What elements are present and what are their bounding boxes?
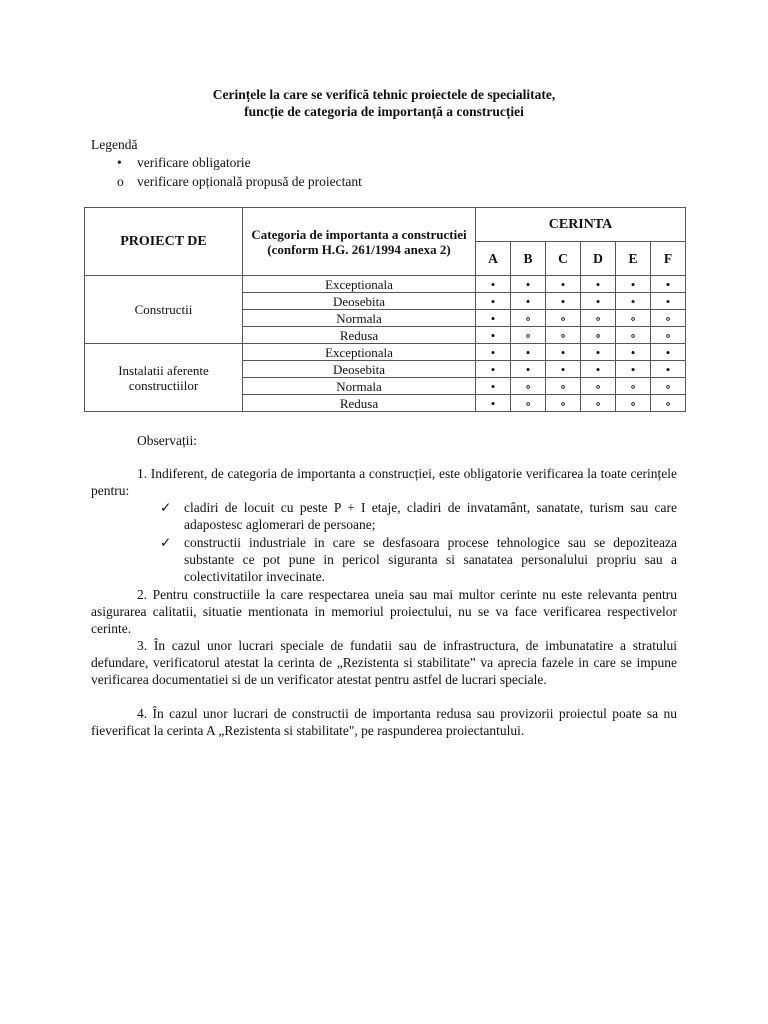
mark-cell: •: [581, 276, 616, 293]
mark-cell: ∘: [546, 378, 581, 395]
header-categoria: Categoria de importanta a constructiei (conform H.G. 261/1994 anexa 2): [243, 208, 476, 276]
mark-cell: •: [476, 344, 511, 361]
mark-cell: ∘: [616, 310, 651, 327]
mark-cell: •: [651, 361, 686, 378]
check-item: [160, 499, 677, 533]
title-line-2: funcție de categoria de importanță a construcției: [244, 104, 524, 119]
table-row: [85, 276, 686, 293]
mark-cell: •: [616, 276, 651, 293]
observation-paragraph-2: 2. Pentru constructiile la care respectarea uneia sau mai multor cerinte nu este relevanta pentru asigurarea calitatii, situatie mentionata in memoriul proiectului, nu se va face verificarea respectivelor cerinte.: [91, 587, 677, 637]
mark-cell: •: [476, 327, 511, 344]
observation-paragraph-4: 4. În cazul unor lucrari de constructii de importanta redusa sau provizorii proiectul poate sa nu fieverificat la cerinta A „Rezistenta si stabilitate", pe raspunderea proiectantului.: [91, 706, 677, 739]
mark-cell: ∘: [581, 310, 616, 327]
mark-cell: •: [616, 344, 651, 361]
header-proiect: PROIECT DE: [85, 208, 243, 276]
circle-bullet-icon: o: [117, 174, 124, 189]
observation-paragraph-3: 3. În cazul unor lucrari speciale de fundatii sau de infrastructura, de imbunatatire a stratului defundare, verificatorul atestat la cerinta de „Rezistenta si stabilitate” va aprecia fazele in care se impune verificarea documentatiei si de un verificator atestat pentru astfel de lucrari speciale.: [91, 638, 677, 688]
category-cell: Exceptionala: [243, 344, 476, 361]
table-row: [85, 344, 686, 361]
observatii-title: Observații:: [137, 433, 197, 448]
mark-cell: •: [511, 361, 546, 378]
group-constructii: Constructii: [85, 276, 243, 344]
mark-cell: •: [546, 361, 581, 378]
title-line-1: Cerințele la care se verifică tehnic proiectele de specialitate,: [212, 87, 556, 102]
mark-cell: ∘: [511, 395, 546, 412]
category-cell: Deosebita: [243, 293, 476, 310]
check-icon: ✓: [160, 535, 172, 550]
mark-cell: •: [581, 361, 616, 378]
category-cell: Exceptionala: [243, 276, 476, 293]
mark-cell: •: [511, 276, 546, 293]
letter-e: E: [616, 242, 651, 276]
mark-cell: •: [511, 293, 546, 310]
bullet-icon: •: [117, 155, 122, 170]
mark-cell: •: [546, 344, 581, 361]
mark-cell: •: [476, 395, 511, 412]
check-item-text: cladiri de locuit cu peste P + I etaje, cladiri de invatamânt, sanatate, turism sau care adapostesc aglomerari de persoane;: [184, 500, 677, 533]
legend-title: Legendă: [91, 137, 138, 152]
mark-cell: •: [651, 276, 686, 293]
letter-d: D: [581, 242, 616, 276]
mark-cell: •: [616, 361, 651, 378]
mark-cell: •: [581, 293, 616, 310]
mark-cell: ∘: [581, 395, 616, 412]
mark-cell: •: [546, 276, 581, 293]
mark-cell: ∘: [616, 395, 651, 412]
mark-cell: •: [616, 293, 651, 310]
mark-cell: •: [476, 276, 511, 293]
mark-cell: ∘: [651, 310, 686, 327]
mark-cell: ∘: [511, 378, 546, 395]
mark-cell: ∘: [511, 310, 546, 327]
mark-cell: •: [476, 361, 511, 378]
letter-b: B: [511, 242, 546, 276]
mark-cell: ∘: [511, 327, 546, 344]
mark-cell: •: [476, 293, 511, 310]
mark-cell: ∘: [651, 378, 686, 395]
check-icon: ✓: [160, 500, 172, 515]
check-item: [160, 534, 677, 586]
mark-cell: •: [546, 293, 581, 310]
mark-cell: •: [511, 344, 546, 361]
mark-cell: •: [581, 344, 616, 361]
category-cell: Deosebita: [243, 361, 476, 378]
mark-cell: ∘: [546, 327, 581, 344]
group-instalatii: Instalatii aferente constructiilor: [85, 344, 243, 412]
mark-cell: ∘: [651, 395, 686, 412]
legend-item-optional: [117, 174, 362, 190]
category-cell: Redusa: [243, 327, 476, 344]
header-cerinta: CERINTA: [476, 208, 686, 242]
mark-cell: ∘: [546, 395, 581, 412]
mark-cell: ∘: [616, 378, 651, 395]
mark-cell: ∘: [651, 327, 686, 344]
mark-cell: ∘: [546, 310, 581, 327]
mark-cell: •: [476, 310, 511, 327]
mark-cell: ∘: [581, 327, 616, 344]
category-cell: Normala: [243, 378, 476, 395]
requirements-table: [84, 207, 686, 412]
mark-cell: •: [651, 344, 686, 361]
legend-item-label: verificare opțională propusă de proiectant: [137, 174, 362, 189]
mark-cell: •: [651, 293, 686, 310]
document-title: [84, 86, 684, 120]
observation-paragraph-1: 1. Indiferent, de categoria de importanta a construcției, este obligatorie verificarea la toate cerințele pentru:: [91, 466, 677, 499]
letter-a: A: [476, 242, 511, 276]
legend-item-label: verificare obligatorie: [137, 155, 251, 170]
letter-c: C: [546, 242, 581, 276]
category-cell: Redusa: [243, 395, 476, 412]
check-item-text: constructii industriale in care se desfasoara procese tehnologice sau se depoziteaza substante ce pot pune in pericol siguranta si sanatatea personalului propriu sau a colectivitatilor invecinate.: [184, 535, 677, 585]
mark-cell: ∘: [616, 327, 651, 344]
mark-cell: ∘: [581, 378, 616, 395]
mark-cell: •: [476, 378, 511, 395]
category-cell: Normala: [243, 310, 476, 327]
letter-f: F: [651, 242, 686, 276]
legend-item-mandatory: [117, 155, 251, 171]
